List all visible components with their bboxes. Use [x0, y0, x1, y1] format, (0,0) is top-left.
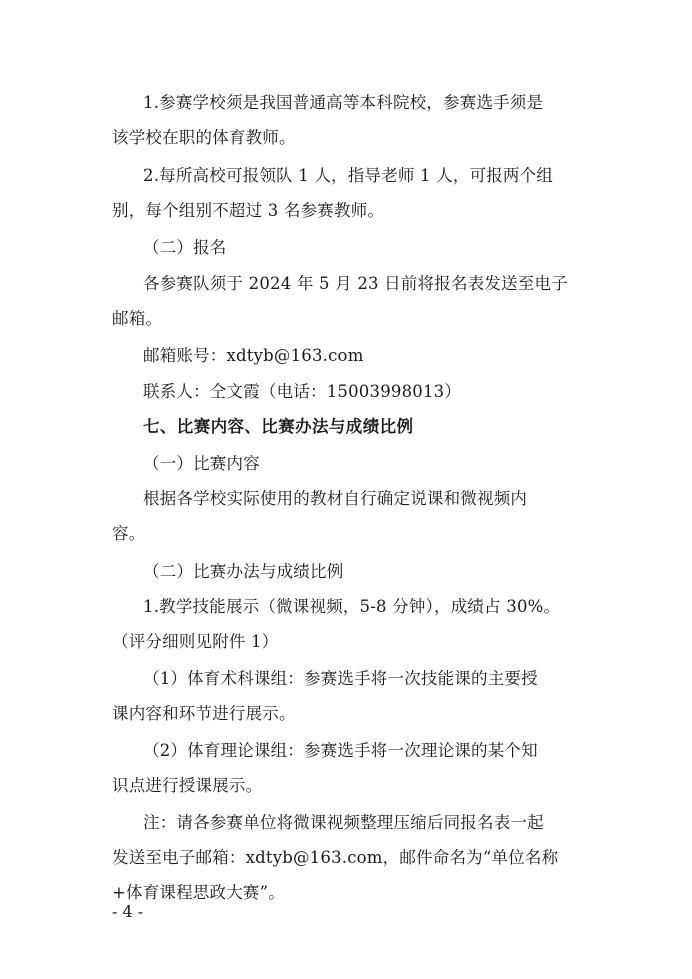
paragraph-line: 识点进行授课展示。	[112, 776, 263, 795]
paragraph-line: （评分细则见附件 1）	[112, 632, 279, 651]
subheading: （二）报名	[143, 238, 227, 257]
section-heading: 七、比赛内容、比赛办法与成绩比例	[143, 417, 414, 436]
paragraph-line: 1.参赛学校须是我国普通高等本科院校，参赛选手须是	[143, 93, 544, 112]
subheading: （一）比赛内容	[143, 454, 260, 473]
note-line: +体育课程思政大赛”。	[112, 883, 285, 902]
paragraph-line: 各参赛队须于 2024 年 5 月 23 日前将报名表发送至电子	[143, 274, 568, 293]
paragraph-line: 该学校在职的体育教师。	[112, 128, 296, 147]
page-number: - 4 -	[112, 902, 144, 921]
paragraph-line: 容。	[112, 524, 146, 543]
paragraph-line: 根据各学校实际使用的教材自行确定说课和微视频内	[143, 489, 528, 508]
note-line: 发送至电子邮箱：xdtyb@163.com，邮件命名为“单位名称	[112, 848, 559, 867]
paragraph-line: （1）体育术科课组：参赛选手将一次技能课的主要授	[143, 669, 538, 688]
note-line: 注：请各参赛单位将微课视频整理压缩后同报名表一起	[143, 813, 544, 832]
subheading: （二）比赛办法与成绩比例	[143, 562, 344, 581]
email-line: 邮箱账号：xdtyb@163.com	[143, 346, 364, 365]
paragraph-line: （2）体育理论课组：参赛选手将一次理论课的某个知	[143, 741, 538, 760]
paragraph-line: 课内容和环节进行展示。	[112, 704, 296, 723]
paragraph-line: 1.教学技能展示（微课视频，5-8 分钟），成绩占 30%。	[143, 597, 561, 616]
paragraph-line: 邮箱。	[112, 309, 163, 328]
contact-line: 联系人：仝文霞（电话：15003998013）	[143, 382, 462, 401]
paragraph-line: 别，每个组别不超过 3 名参赛教师。	[112, 201, 385, 220]
paragraph-line: 2.每所高校可报领队 1 人，指导老师 1 人，可报两个组	[143, 166, 554, 185]
